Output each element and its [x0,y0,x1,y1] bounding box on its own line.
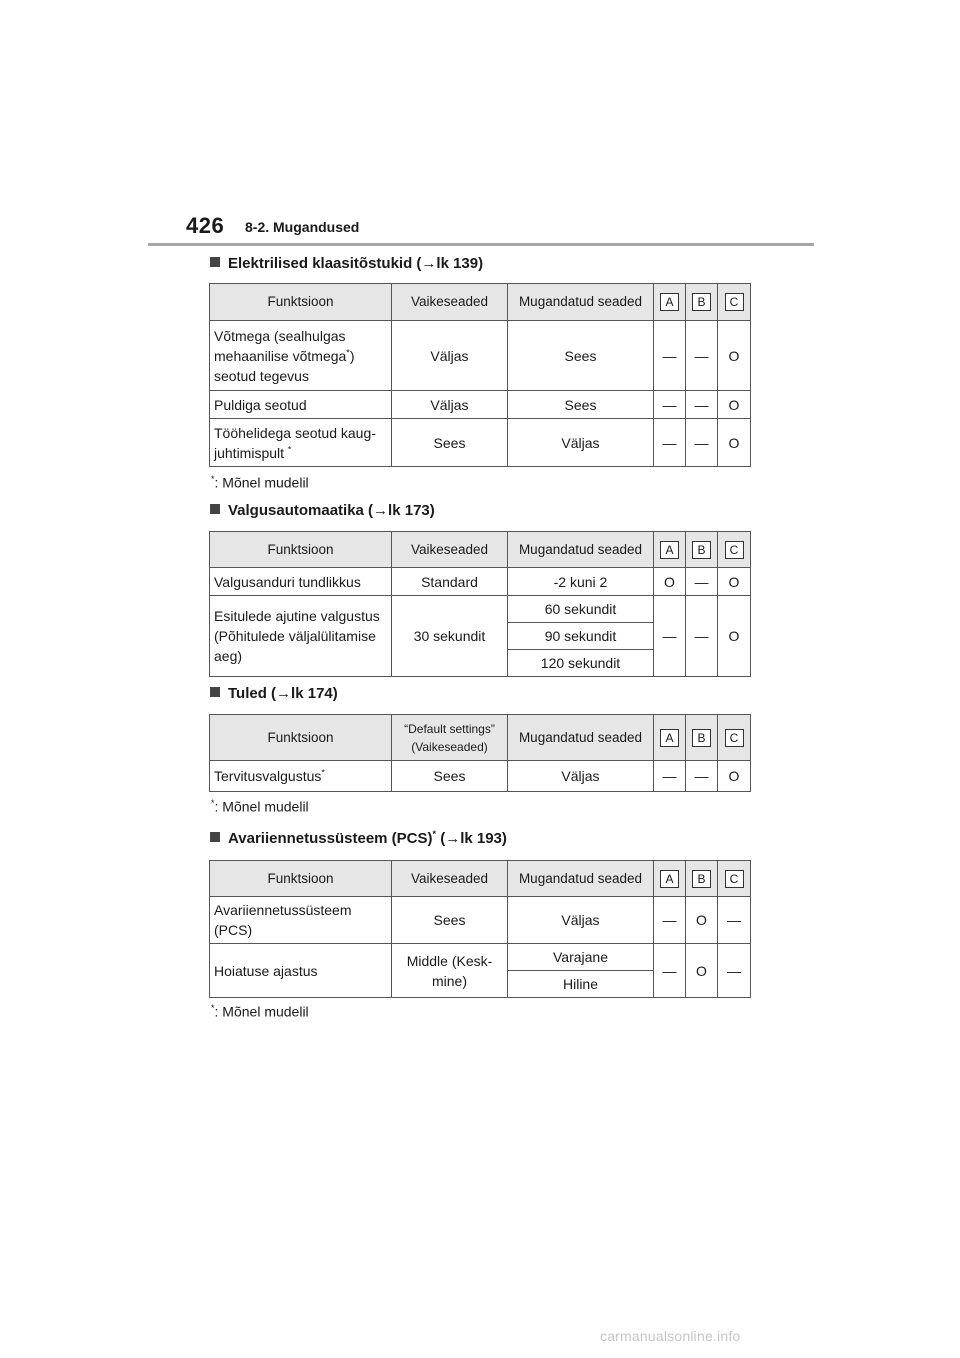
function-cell: Võtmega (sealhulgas mehaanilise võtmega*) seotud tegevus [210,321,392,391]
b-cell: — [686,391,718,419]
header-mugandatud: Mugandatud seaded [508,284,654,321]
function-cell: Tööhelidega seotud kaug- juhtimispult * [210,419,392,467]
header-c: C [718,861,751,897]
c-cell: O [718,391,751,419]
table-row [210,419,751,467]
c-cell: O [718,568,751,596]
custom-cell: Sees [508,391,654,419]
table-light-automation [209,531,751,677]
header-c: C [718,715,751,761]
c-cell: O [718,419,751,467]
default-cell: Sees [392,897,508,944]
table-header-row [210,715,751,761]
custom-cell: Väljas [508,897,654,944]
table-row [210,321,751,391]
section-title-windows: Elektrilised klaasitõstukid (→lk 139) [210,255,483,272]
c-cell: O [718,761,751,792]
a-cell: — [654,944,686,998]
table-pcs [209,860,751,998]
custom-cell: Väljas [508,419,654,467]
table-row [210,568,751,596]
table-header-row [210,284,751,321]
table-row [210,391,751,419]
a-cell: — [654,391,686,419]
square-bullet-icon [210,257,220,267]
header-c: C [718,532,751,568]
header-a: A [654,532,686,568]
b-cell: — [686,321,718,391]
table-row [210,944,751,971]
section-title-light-sensor: Valgusautomaatika (→lk 173) [210,502,435,519]
header-funktsioon: Funktsioon [210,532,392,568]
b-cell: — [686,419,718,467]
table-row [210,596,751,623]
custom-cell: Sees [508,321,654,391]
header-funktsioon: Funktsioon [210,284,392,321]
a-cell: — [654,897,686,944]
section-title-lights: Tuled (→lk 174) [210,685,338,702]
header-b: B [686,284,718,321]
custom-cell: 120 sekundit [508,650,654,677]
header-c: C [718,284,751,321]
header-vaikeseaded: “Default settings” (Vaikeseaded) [392,715,508,761]
header-vaikeseaded: Vaikeseaded [392,532,508,568]
a-cell: — [654,761,686,792]
a-cell: — [654,596,686,677]
b-cell: O [686,897,718,944]
header-funktsioon: Funktsioon [210,861,392,897]
header-a: A [654,715,686,761]
header-vaikeseaded: Vaikeseaded [392,861,508,897]
custom-cell: -2 kuni 2 [508,568,654,596]
c-cell: O [718,596,751,677]
c-cell: — [718,944,751,998]
section-title-pcs: Avariiennetussüsteem (PCS)* (→lk 193) [210,829,507,847]
header-vaikeseaded: Vaikeseaded [392,284,508,321]
a-cell: — [654,419,686,467]
default-cell: 30 sekundit [392,596,508,677]
function-cell: Puldiga seotud [210,391,392,419]
custom-cell: 90 sekundit [508,623,654,650]
header-mugandatud: Mugandatud seaded [508,532,654,568]
header-mugandatud: Mugandatud seaded [508,715,654,761]
table-lights [209,714,751,792]
b-cell: — [686,596,718,677]
default-cell: Väljas [392,321,508,391]
header-b: B [686,715,718,761]
b-cell: — [686,761,718,792]
custom-cell: Varajane [508,944,654,971]
custom-cell: Hiline [508,971,654,998]
default-cell: Standard [392,568,508,596]
chapter-title: 8-2. Mugandused [245,219,360,235]
footnote: *: Mõnel mudelil [211,1003,309,1020]
b-cell: O [686,944,718,998]
header-mugandatud: Mugandatud seaded [508,861,654,897]
custom-cell: Väljas [508,761,654,792]
square-bullet-icon [210,504,220,514]
footnote: *: Mõnel mudelil [211,798,309,815]
header-b: B [686,861,718,897]
function-cell: Esitulede ajutine valgustus (Põhitulede väljalülitamise aeg) [210,596,392,677]
b-cell: — [686,568,718,596]
header-a: A [654,861,686,897]
table-row [210,897,751,944]
a-cell: O [654,568,686,596]
c-cell: — [718,897,751,944]
page-number: 426 [186,213,225,238]
function-cell: Valgusanduri tundlikkus [210,568,392,596]
table-header-row [210,532,751,568]
table-power-windows [209,283,751,467]
function-cell: Avariiennetussüsteem (PCS) [210,897,392,944]
header-funktsioon: Funktsioon [210,715,392,761]
square-bullet-icon [210,832,220,842]
custom-cell: 60 sekundit [508,596,654,623]
footnote: *: Mõnel mudelil [211,474,309,491]
table-row [210,761,751,792]
watermark: carmanualsonline.info [600,1328,741,1344]
function-cell: Tervitusvalgustus* [210,761,392,792]
table-header-row [210,861,751,897]
header-b: B [686,532,718,568]
header-divider [148,243,814,246]
default-cell: Sees [392,419,508,467]
header-a: A [654,284,686,321]
c-cell: O [718,321,751,391]
default-cell: Middle (Kesk- mine) [392,944,508,998]
default-cell: Väljas [392,391,508,419]
square-bullet-icon [210,687,220,697]
default-cell: Sees [392,761,508,792]
function-cell: Hoiatuse ajastus [210,944,392,998]
a-cell: — [654,321,686,391]
